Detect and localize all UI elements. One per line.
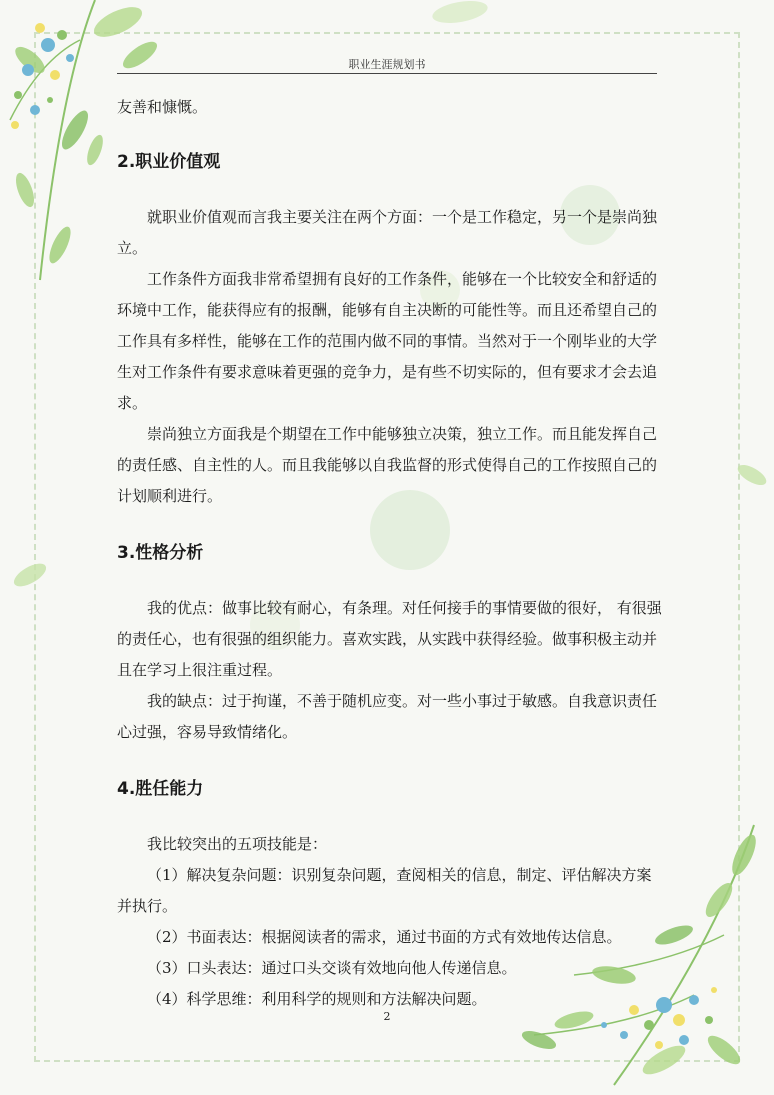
page-number: 2 — [383, 1010, 391, 1023]
document-header-title: 职业生涯规划书 — [348, 58, 426, 71]
paragraph: 我比较突出的五项技能是： — [147, 835, 328, 853]
paragraph: 我的缺点：过于拘谨，不善于随机应变。对一些小事过于敏感。自我意识责任心过强，容易导致情绪化。 — [117, 692, 658, 741]
continuation-text: 友善和慷慨。 — [117, 98, 208, 116]
leaf-decoration-right — [732, 455, 772, 495]
section-heading-career-values: 2.职业价值观 — [117, 152, 221, 172]
section-heading-personality: 3.性格分析 — [117, 543, 204, 563]
list-item: （1）解决复杂问题：识别复杂问题，查阅相关的信息，制定、评估解决方案并执行。 — [117, 866, 652, 915]
header-divider — [117, 73, 657, 74]
paragraph: 崇尚独立方面我是个期望在工作中能够独立决策，独立工作。而且能发挥自己的责任感、自主性的人。而且我能够以自我监督的形式使得自己的工作按照自己的计划顺利进行。 — [117, 425, 658, 505]
leaf-decoration-top — [420, 0, 500, 40]
paragraph: 我的优点：做事比较有耐心，有条理。对任何接手的事情要做的很好， 有很强的责任心，也有很强的组织能力。喜欢实践，从实践中获得经验。做事积极主动并且在学习上很注重过程。 — [117, 599, 662, 679]
document-body — [117, 92, 662, 1015]
list-item: （2）书面表达：根据阅读者的需求，通过书面的方式有效地传达信息。 — [147, 928, 622, 946]
leaf-decoration-left — [10, 555, 50, 595]
paragraph: 工作条件方面我非常希望拥有良好的工作条件，能够在一个比较安全和舒适的环境中工作，能获得应有的报酬，能够有自主决断的可能性等。而且还希望自己的工作具有多样性，能够在工作的范围内做不同的事情。当然对于一个刚毕业的大学生对工作条件有要求意味着更强的竞争力，是有些不切实际的，但有要求才会去追求。 — [117, 270, 658, 412]
list-item: （3）口头表达：通过口头交谈有效地向他人传递信息。 — [147, 959, 517, 977]
section-heading-competency: 4.胜任能力 — [117, 779, 204, 799]
list-item: （4）科学思维：利用科学的规则和方法解决问题。 — [147, 990, 487, 1008]
paragraph: 就职业价值观而言我主要关注在两个方面：一个是工作稳定，另一个是崇尚独立。 — [117, 208, 658, 257]
